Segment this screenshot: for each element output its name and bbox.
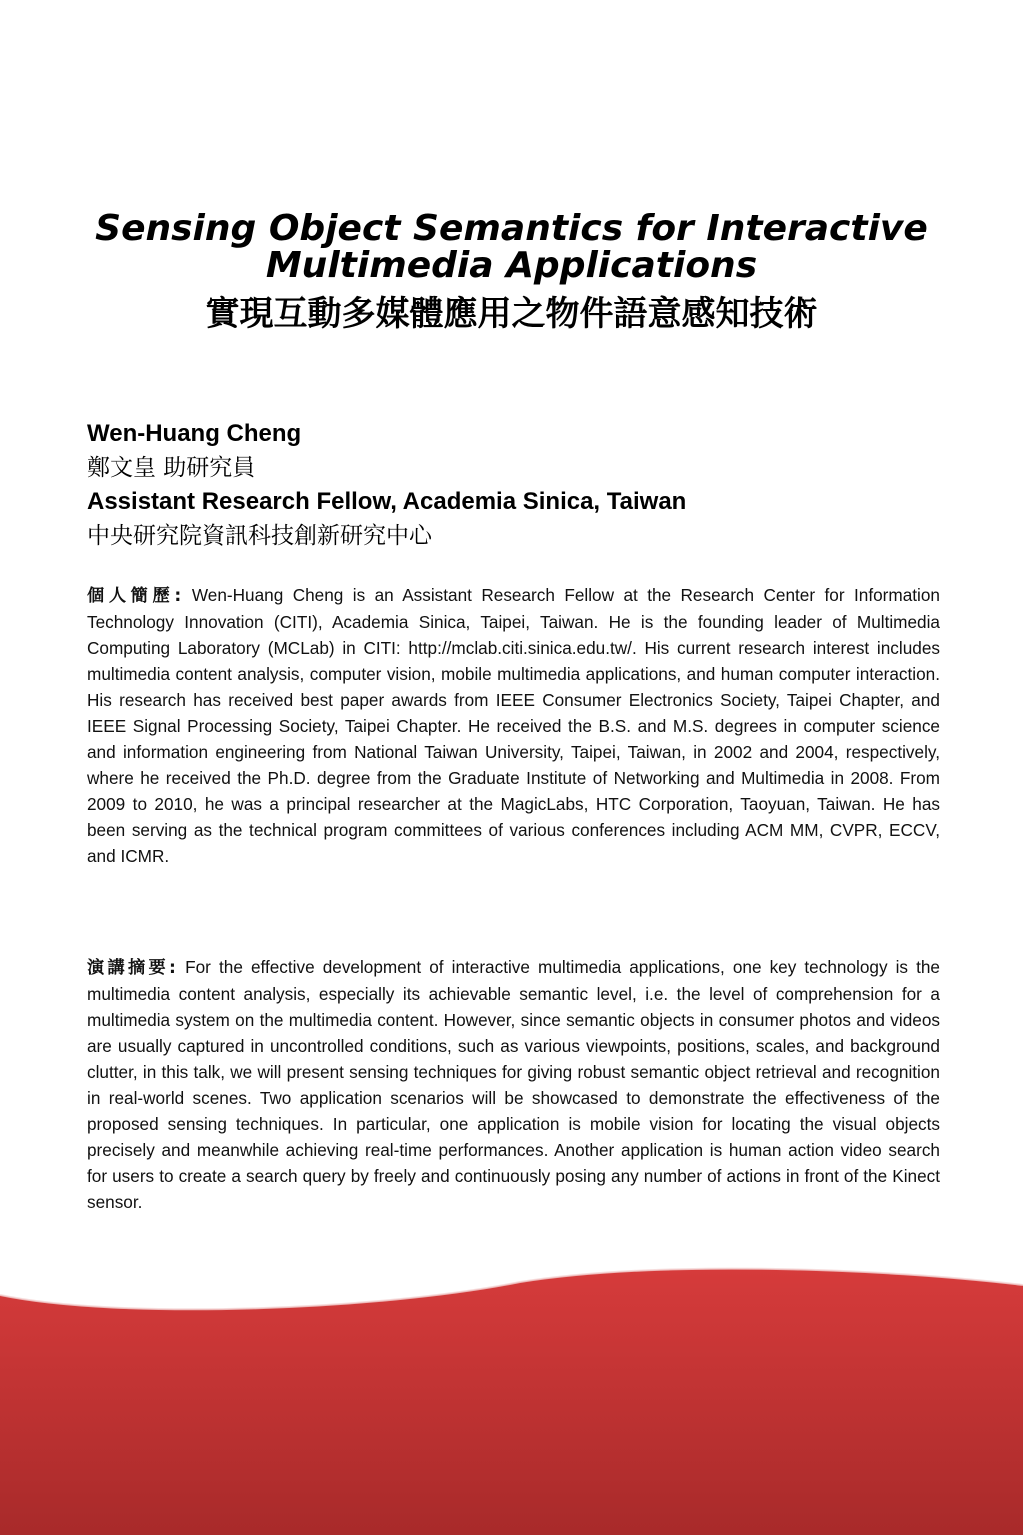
abstract-text: For the effective development of interactive multimedia applications, one key technology is the multimedia content analysis, especially its achievable semantic level, i.e. the level of comprehension for a multimedia system on the multimedia content. However, since semantic objects in consumer photos and videos are usually captured in uncontrolled conditions, such as various viewpoints, positions, scales, and background clutter, in this talk, we will present sensing techniques for giving robust semantic object retrieval and recognition in real-world scenes. Two application scenarios will be showcased to demonstrate the effectiveness of the proposed sensing techniques. In particular, one application is mobile vision for locating the visual objects precisely and meanwhile achieving real-time performances. Another application is human action video search for users to create a search query by freely and continuously posing any number of actions in front of the Kinect sensor. (87, 957, 940, 1212)
abstract-colon: : (168, 958, 186, 978)
title-chinese: 實現互動多媒體應用之物件語意感知技術 (205, 294, 818, 334)
biography-label: 個人簡歷 (87, 586, 175, 606)
author-affiliation: Assistant Research Fellow, Academia Sinica, Taiwan (87, 488, 687, 515)
decorative-red-wave (0, 1250, 1023, 1535)
abstract-paragraph (87, 954, 940, 1215)
author-affiliation-chinese: 中央研究院資訊科技創新研究中心 (87, 523, 432, 549)
author-block (87, 417, 947, 553)
author-name-chinese: 鄭文皇 助研究員 (87, 455, 256, 481)
title-block (40, 210, 983, 334)
author-name: Wen-Huang Cheng (87, 420, 302, 447)
biography-colon: : (174, 586, 192, 606)
abstract-label: 演講摘要 (87, 958, 169, 978)
biography-text: Wen-Huang Cheng is an Assistant Research Fellow at the Research Center for Information Technology Innovation (CITI), Academia Sinica, Taipei, Taiwan. He is the founding leader of Multimedia Computing Laboratory (MCLab) in CITI: http://mclab.citi.sinica.edu.tw/. His current research interest includes multimedia content analysis, computer vision, mobile multimedia applications, and human computer interaction. His research has received best paper awards from IEEE Consumer Electronics Society, Taipei Chapter, and IEEE Signal Processing Society, Taipei Chapter. He received the B.S. and M.S. degrees in computer science and information engineering from National Taiwan University, Taipei, Taiwan, in 2002 and 2004, respectively, where he received the Ph.D. degree from the Graduate Institute of Networking and Multimedia in 2008. From 2009 to 2010, he was a principal researcher at the MagicLabs, HTC Corporation, Taoyuan, Taiwan. He has been serving as the technical program committees of various conferences including ACM MM, CVPR, ECCV, and ICMR. (87, 585, 940, 866)
title-english: Sensing Object Semantics for Interactive Multimedia Applications (95, 208, 928, 286)
biography-paragraph (87, 582, 940, 869)
